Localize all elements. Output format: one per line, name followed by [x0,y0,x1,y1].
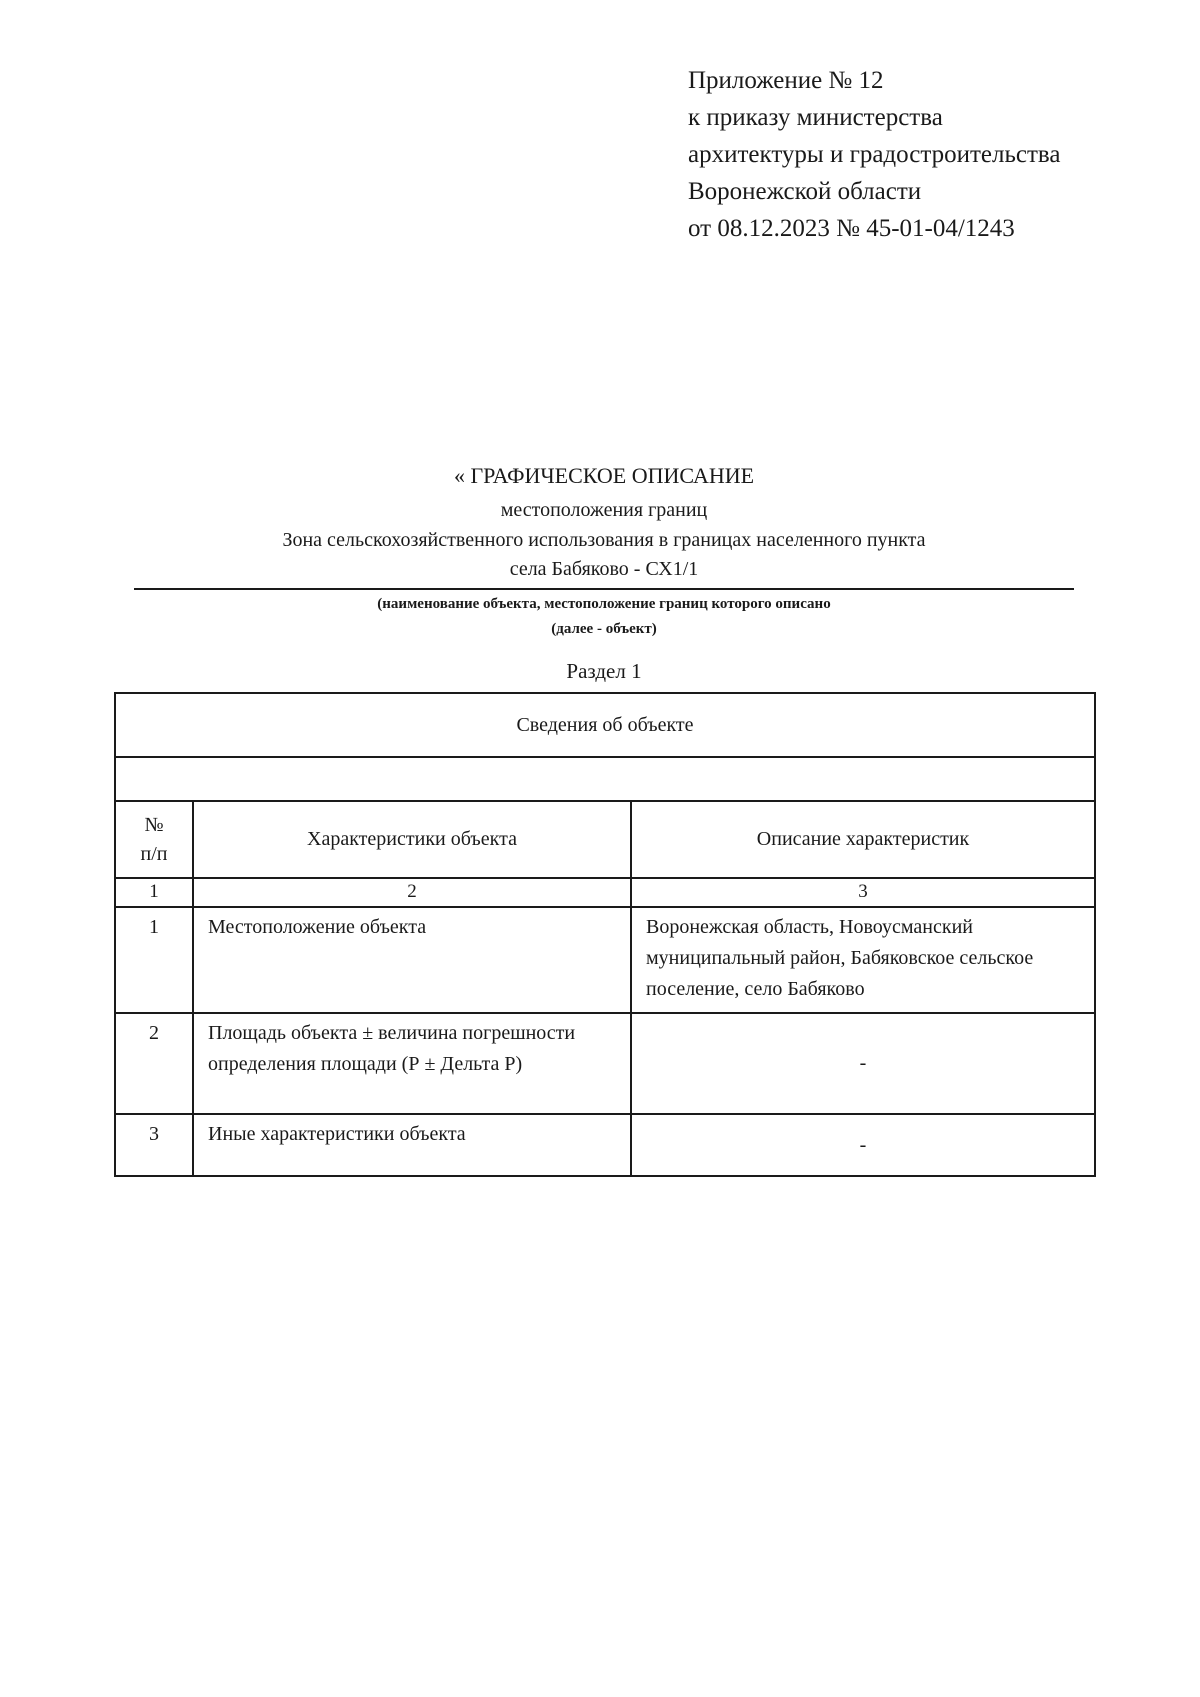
appendix-region: Воронежской области [688,178,922,205]
appendix-number: Приложение № 12 [688,67,884,94]
column-header-characteristics: Характеристики объекта [193,801,631,878]
object-info-table [114,692,1096,1177]
row-description: Воронежская область, Новоусманский муниципальный район, Бабяковское сельское поселение, село Бабяково [631,907,1095,1013]
table-column-numbers [115,878,1095,907]
row-number: 3 [115,1114,193,1176]
row-characteristic: Местоположение объекта [193,907,631,1013]
object-name-line1: Зона сельскохозяйственного использования в границах населенного пункта [282,529,926,551]
row-characteristic: Иные характеристики объекта [193,1114,631,1176]
table-empty-cell [115,757,1095,801]
document-title: « ГРАФИЧЕСКОЕ ОПИСАНИЕ [453,463,755,488]
row-description: - [631,1114,1095,1176]
column-number-3: 3 [631,878,1095,907]
table-row [115,1013,1095,1114]
column-header-number-text: № п/п [140,813,168,865]
row-characteristic: Площадь объекта ± величина погрешности определения площади (Р ± Дельта Р) [193,1013,631,1114]
document-subtitle: местоположения границ [500,499,708,521]
table-column-headers [115,801,1095,878]
table-header: Сведения об объекте [115,693,1095,757]
section-label: Раздел 1 [566,659,642,683]
object-name-caption-line2: (далее - объект) [551,621,657,637]
appendix-date-number: от 08.12.2023 № 45-01-04/1243 [688,215,1015,242]
column-header-number [115,801,193,878]
appendix-header [688,62,1060,247]
appendix-order-ref: к приказу министерства [688,104,943,131]
table-header-row [115,693,1095,757]
table-row [115,1114,1095,1176]
table-empty-row [115,757,1095,801]
document-title-block [134,458,1074,686]
column-number-2: 2 [193,878,631,907]
column-header-description: Описание характеристик [631,801,1095,878]
appendix-ministry: архитектуры и градостроительства [688,141,1061,168]
row-description: - [631,1013,1095,1114]
row-number: 2 [115,1013,193,1114]
object-name-line2: села Бабяково - СХ1/1 [509,558,699,580]
row-number: 1 [115,907,193,1013]
table-row [115,907,1095,1013]
column-number-1: 1 [115,878,193,907]
object-name-caption-line1: (наименование объекта, местоположение границ которого описано [377,596,831,612]
